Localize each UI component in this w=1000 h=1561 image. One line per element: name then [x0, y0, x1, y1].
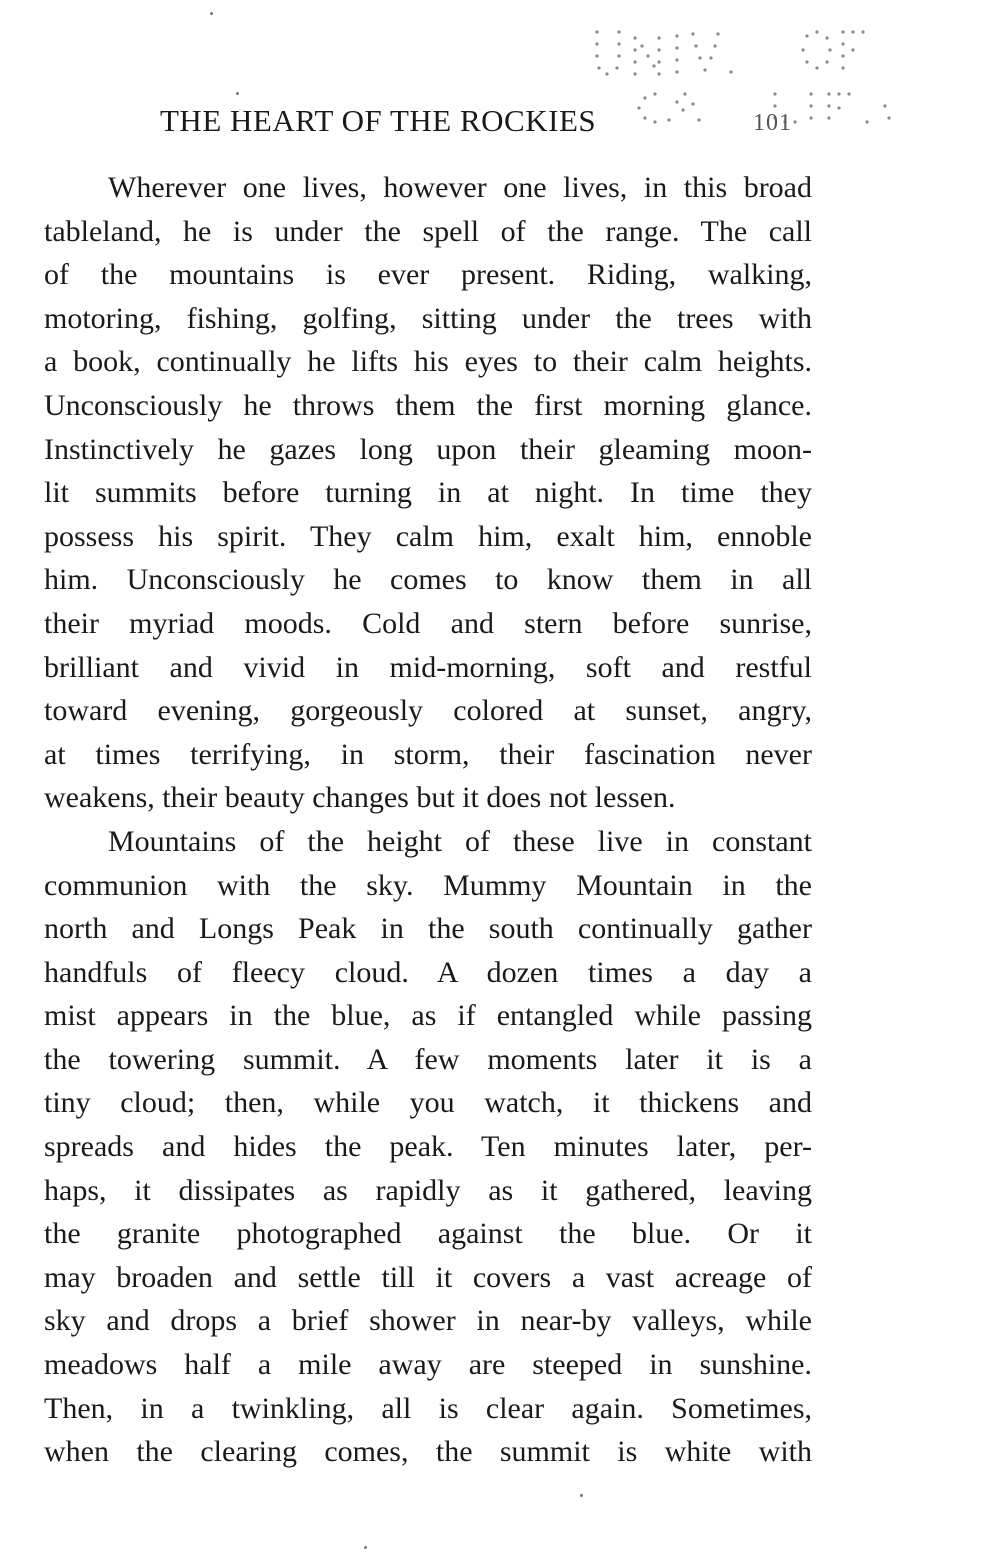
paragraph-line: a book, continually he lifts his eyes to their calm heights.	[44, 345, 812, 379]
paragraph-line: him. Unconsciously he comes to know them in all	[44, 563, 812, 597]
paragraph-line: spreads and hides the peak. Ten minutes later, per-	[44, 1130, 812, 1164]
paragraph-line: communion with the sky. Mummy Mountain in the	[44, 868, 812, 902]
page-number: 101	[753, 110, 792, 136]
paragraph-line: Instinctively he gazes long upon their gleaming moon-	[44, 432, 812, 466]
scan-speck	[210, 12, 213, 15]
paragraph-line: weakens, their beauty changes but it does not lessen.	[44, 781, 676, 815]
paragraph-line: Then, in a twinkling, all is clear again. Sometimes,	[44, 1391, 812, 1425]
perforation-stamp-graphic	[585, 22, 895, 142]
paragraph-line: Mountains of the height of these live in constant	[108, 824, 812, 858]
paragraph-line: tableland, he is under the spell of the range. The call	[44, 214, 812, 248]
paragraph-line: motoring, fishing, golfing, sitting under the trees with	[44, 301, 812, 335]
paragraph-line: possess his spirit. They calm him, exalt him, ennoble	[44, 519, 812, 553]
paragraph-line: toward evening, gorgeously colored at sunset, angry,	[44, 694, 812, 728]
paragraph-line: when the clearing comes, the summit is white with	[44, 1435, 812, 1469]
scan-speck	[580, 1494, 583, 1497]
body-text	[44, 166, 812, 1474]
paragraph-line: brilliant and vivid in mid-morning, soft and restful	[44, 650, 812, 684]
paragraph-line: handfuls of fleecy cloud. A dozen times a day a	[44, 955, 812, 989]
running-head-title: THE HEART OF THE ROCKIES	[160, 103, 597, 138]
paragraph-line: may broaden and settle till it covers a vast acreage of	[44, 1260, 812, 1294]
paragraph-line: tiny cloud; then, while you watch, it thickens and	[44, 1086, 812, 1120]
paragraph-line: mist appears in the blue, as if entangled while passing	[44, 999, 812, 1033]
library-perforation-stamp	[585, 22, 895, 142]
paragraph-line: their myriad moods. Cold and stern before sunrise,	[44, 606, 812, 640]
paragraph-line: lit summits before turning in at night. In time they	[44, 476, 812, 510]
scan-speck	[236, 92, 239, 95]
paragraph-line: Unconsciously he throws them the first morning glance.	[44, 388, 812, 422]
paragraph-line: the towering summit. A few moments later it is a	[44, 1042, 812, 1076]
paragraph-line: north and Longs Peak in the south continually gather	[44, 912, 812, 946]
paragraph-line: Wherever one lives, however one lives, in this broad	[108, 171, 812, 204]
paragraph-line: meadows half a mile away are steeped in sunshine.	[44, 1348, 812, 1382]
paragraph-line: the granite photographed against the blue. Or it	[44, 1217, 812, 1251]
paragraph-line: haps, it dissipates as rapidly as it gathered, leaving	[44, 1173, 812, 1207]
paragraph-line: sky and drops a brief shower in near-by valleys, while	[44, 1304, 812, 1338]
paragraph-line: at times terrifying, in storm, their fascination never	[44, 737, 812, 771]
scan-speck	[364, 1546, 367, 1549]
paragraph-line: of the mountains is ever present. Riding, walking,	[44, 258, 812, 292]
